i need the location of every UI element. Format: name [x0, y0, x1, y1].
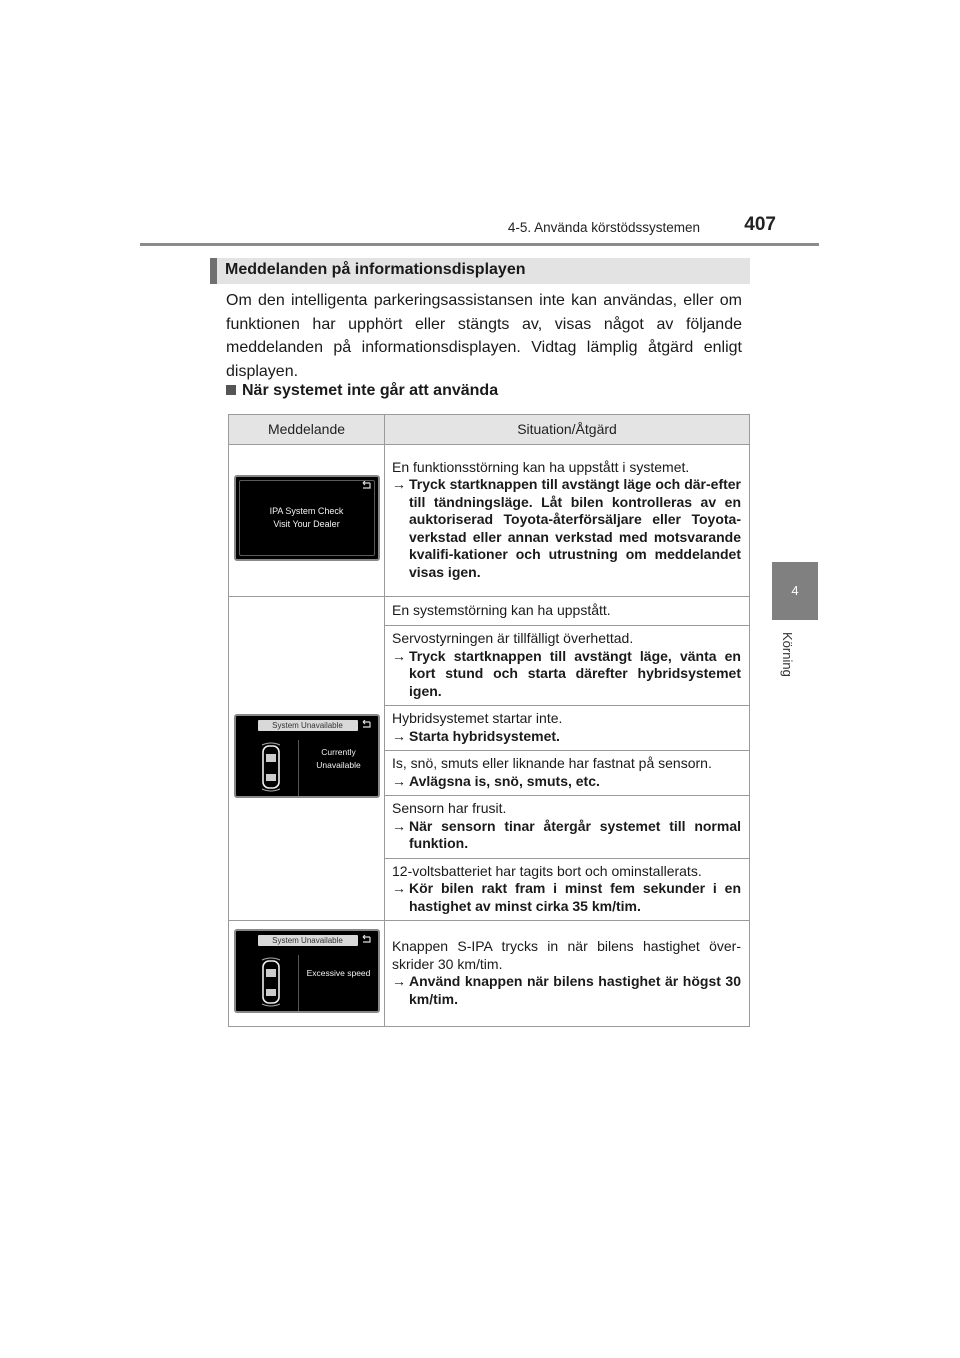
arrow-icon: →: [392, 647, 406, 664]
situation-text: Sensorn har frusit.: [392, 800, 507, 816]
situation-cell: [385, 858, 750, 921]
situation-cell: [385, 706, 750, 751]
situation-text: Is, snö, smuts eller liknande har fastnat på sensorn.: [392, 755, 712, 771]
table-header-row: [229, 415, 750, 445]
situation-text: Hybridsystemet startar inte.: [392, 710, 563, 726]
message-cell: [229, 921, 385, 1027]
situation-text: 12-voltsbatteriet har tagits bort och ominstallerats.: [392, 862, 702, 879]
table-row: [229, 445, 750, 597]
car-sensor-icon: [260, 742, 282, 792]
action-text: Starta hybridsystemet.: [409, 727, 560, 744]
header-section-title: 4-5. Använda körstödssystemen: [507, 220, 700, 235]
system-unavailable-banner: System Unavailable: [258, 720, 358, 731]
action-text: Använd knappen när bilens hastighet är högst 30 km/tim.: [409, 973, 741, 1007]
section-heading-bar: [210, 258, 217, 284]
back-icon: [359, 481, 372, 491]
intro-paragraph: Om den intelligenta parkeringsassistansen inte kan användas, eller om funktionen har upphört eller stängts av, visas något av följande meddelanden på informationsdisplayen. Vidtag lämplig åtgärd enligt displayen.: [226, 292, 742, 380]
screen-message-line2: Unavailable: [316, 760, 361, 771]
situation-cell: [385, 626, 750, 706]
situation-text: En systemstörning kan ha uppstått.: [392, 601, 611, 618]
arrow-icon: →: [392, 772, 406, 789]
header-rule: [140, 243, 819, 246]
chapter-tab: 4: [772, 562, 818, 620]
action: [392, 773, 741, 791]
excessive-speed-screen: [234, 929, 380, 1013]
table-row: [229, 597, 750, 626]
action: [392, 648, 741, 701]
action: [392, 818, 741, 853]
message-cell: [229, 597, 385, 921]
section-heading: [210, 258, 750, 284]
situation-text: Servostyrningen är tillfälligt överhettad.: [392, 630, 634, 646]
section-heading-text: Meddelanden på informationsdisplayen: [225, 261, 526, 278]
ipa-check-screen: [234, 475, 380, 561]
situation-cell: [385, 445, 750, 597]
action-text: Kör bilen rakt fram i minst fem sekunder i en hastighet av minst cirka 35 km/tim.: [409, 880, 741, 914]
chapter-label-text: Körning: [780, 632, 795, 677]
table-row: [229, 921, 750, 1027]
column-header-situation: Situation/Åtgärd: [385, 415, 750, 445]
action-text: Avlägsna is, snö, smuts, etc.: [409, 772, 600, 789]
arrow-icon: →: [392, 476, 406, 493]
situation-text: Knappen S-IPA trycks in när bilens hastighet över-skrider 30 km/tim.: [392, 938, 741, 972]
arrow-icon: →: [392, 817, 406, 834]
action: [392, 880, 741, 915]
action: [392, 476, 741, 581]
situation-cell: [385, 921, 750, 1027]
system-unavailable-screen: [234, 714, 380, 798]
screen-message-line2: Visit Your Dealer: [273, 519, 340, 530]
square-bullet-icon: [226, 385, 236, 395]
screen-message-line1: Excessive speed: [306, 968, 371, 979]
screen-message-line1: Currently: [321, 747, 356, 758]
situation-cell: [385, 597, 750, 626]
situation-text: En funktionsstörning kan ha uppstått i systemet.: [392, 458, 690, 475]
situation-cell: [385, 751, 750, 796]
arrow-icon: →: [392, 880, 406, 896]
action: [392, 728, 741, 746]
message-table: [228, 414, 750, 1027]
action-text: Tryck startknappen till avstängt läge och där-efter till tändningsläge. Låt bilen kontrolleras av en auktoriserad Toyota-återförsäljare eller Toyota-verkstad eller annan verkstad med motsvarande kvalifi-kationer och utrustning om meddelandet visas igen.: [409, 476, 741, 580]
screen-message-line1: IPA System Check: [269, 506, 344, 517]
arrow-icon: →: [392, 727, 406, 744]
page-number: 407: [744, 214, 776, 235]
system-unavailable-banner: System Unavailable: [258, 935, 358, 946]
column-header-message: Meddelande: [229, 415, 385, 445]
car-sensor-icon: [260, 957, 282, 1007]
chapter-label: [770, 632, 820, 692]
message-cell: [229, 445, 385, 597]
action-text: Tryck startknappen till avstängt läge, vänta en kort stund och starta därefter hybridsystemet igen.: [409, 647, 741, 699]
subheading: [226, 382, 498, 400]
situation-cell: [385, 796, 750, 859]
action: [392, 973, 741, 1008]
arrow-icon: →: [392, 973, 406, 989]
back-icon: [359, 720, 372, 730]
action-text: När sensorn tinar återgår systemet till normal funktion.: [409, 817, 741, 851]
subheading-text: När systemet inte går att använda: [242, 382, 499, 399]
back-icon: [359, 935, 372, 945]
